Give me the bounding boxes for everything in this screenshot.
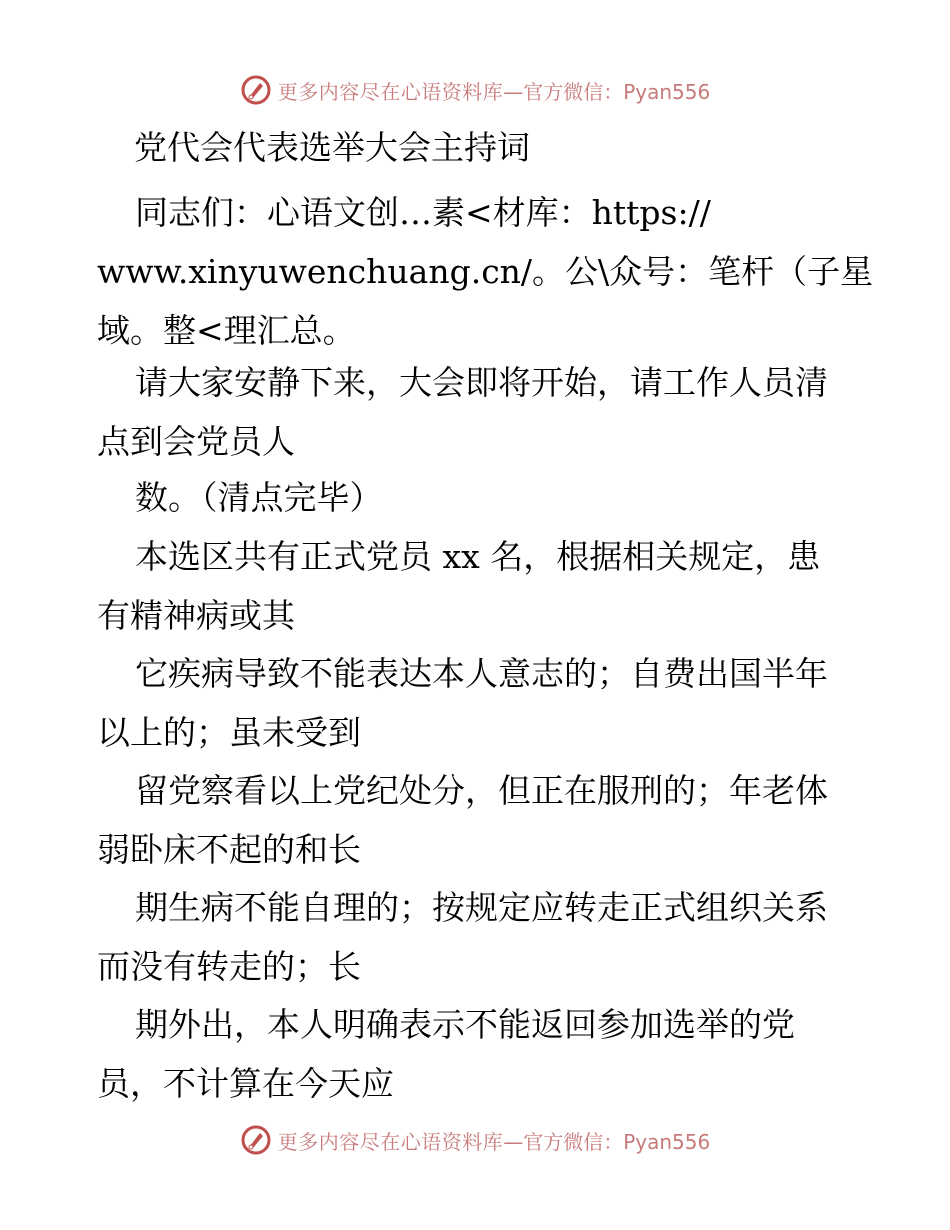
paragraph [97,761,857,879]
paragraph [97,183,874,360]
paragraph-line: 期生病不能自理的；按规定应转走正式组织关系 [135,888,828,927]
pen-seal-logo-icon [240,74,272,106]
paragraph-line: 留党察看以上党纪处分，但正在服刑的；年老体 [135,771,828,810]
paragraph-line: 点到会党员人 [97,422,295,461]
footer-banner [0,1120,950,1160]
paragraph-line: 请大家安静下来，大会即将开始，请工作人员清 [135,363,828,402]
paragraph-line: www.xinyuwenchuang.cn/。公\众号：笔杆（子星 [97,252,874,291]
banner-wechat: —官方微信：Pyan556 [503,79,711,104]
paragraph-line: 有精神病或其 [97,596,295,635]
header-banner [0,70,950,110]
paragraph-line: 弱卧床不起的和长 [97,830,361,869]
paragraph-line: 员，不计算在今天应 [97,1064,394,1103]
paragraph-line: 数。（清点完毕） [135,478,383,517]
pen-seal-logo-icon [240,1124,272,1156]
banner-wechat: —官方微信：Pyan556 [503,1129,711,1154]
paragraph-line: 期外出，本人明确表示不能返回参加选举的党 [135,1005,795,1044]
paragraph-line: 域。整<理汇总。 [97,311,356,350]
paragraph [97,644,857,762]
paragraph [97,995,857,1113]
paragraph-line: 而没有转走的；长 [97,947,361,986]
paragraph [97,468,857,527]
paragraph [97,353,857,471]
paragraph [97,527,857,645]
banner-title: 更多内容尽在心语资料库 [277,79,504,104]
document-title: 党代会代表选举大会主持词 [134,128,530,167]
banner-title: 更多内容尽在心语资料库 [277,1129,504,1154]
paragraph-line: 以上的；虽未受到 [97,713,361,752]
paragraph-line: 它疾病导致不能表达本人意志的；自费出国半年 [135,654,828,693]
paragraph-line: 本选区共有正式党员 xx 名，根据相关规定，患 [135,537,821,576]
paragraph [97,878,857,996]
paragraph-line: 同志们：心语文创…素<材库：https:// [135,193,711,232]
